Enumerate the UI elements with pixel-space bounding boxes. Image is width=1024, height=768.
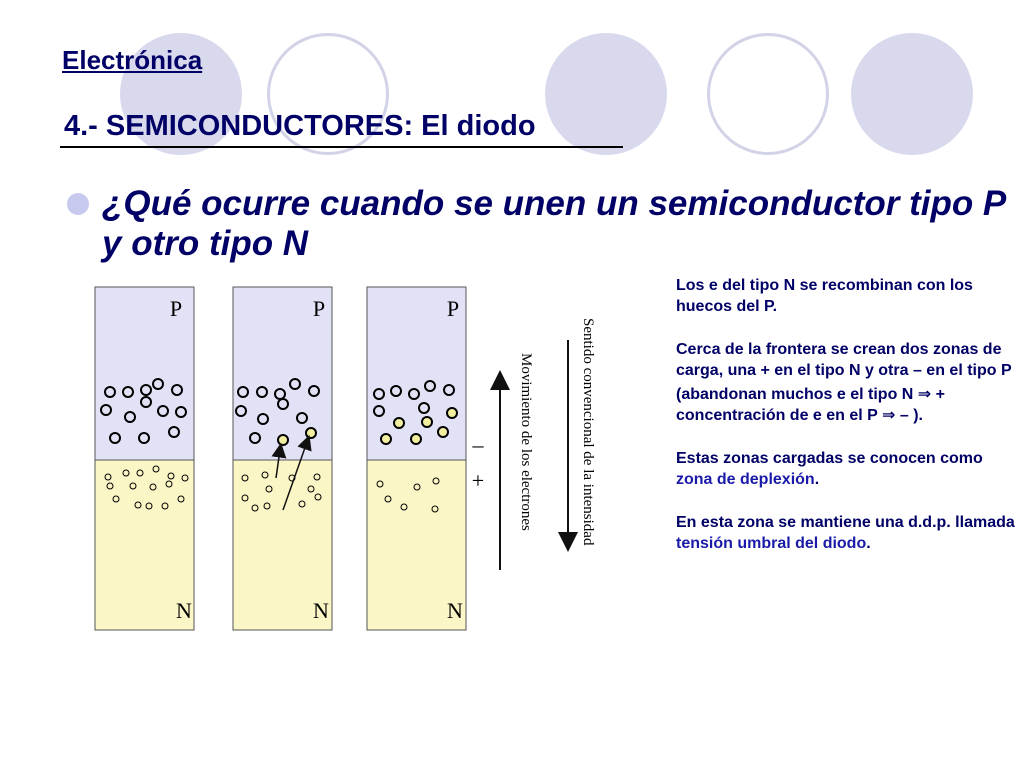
current-direction-label: Sentido convencional de la intensidad [580, 318, 596, 546]
notes-panel [676, 275, 1021, 554]
note-depletion-zone: Estas zonas cargadas se conocen como zona de deplexión. [676, 450, 983, 488]
note-charge-zones: Cerca de la frontera se crean dos zonas de carga, una + en el tipo N y otra – en el tipo P [676, 341, 1012, 379]
header-title: Electrónica [62, 45, 203, 75]
title-underline [60, 146, 623, 148]
panel-3-n-label: N [447, 598, 463, 623]
panel-2 [233, 287, 332, 630]
panel-3 [367, 287, 466, 630]
section-title: 4.- SEMICONDUCTORES: El diodo [64, 110, 536, 142]
pn-junction-diagram [90, 280, 630, 640]
panel-1-p-label: P [169, 296, 183, 321]
panel-2-p-label: P [312, 296, 326, 321]
depletion-zone-term: zona de deplexión [676, 471, 815, 488]
charge-plus-label: + [471, 468, 485, 493]
panel-1-n-label: N [176, 598, 192, 623]
panel-3-p-label: P [446, 296, 460, 321]
charge-minus-label: – [472, 432, 484, 457]
threshold-voltage-term: tensión umbral del diodo [676, 535, 867, 552]
decor-circle-5 [851, 33, 973, 155]
bullet-icon [67, 193, 89, 215]
note-concentration: (abandonan muchos e el tipo N ⇒ + concentración de e en el P ⇒ – ). [676, 386, 945, 424]
bullet-question: ¿Qué ocurre cuando se unen un semiconductor tipo P y otro tipo N [102, 184, 1005, 263]
panel-1 [95, 287, 194, 630]
note-recombination: Los e del tipo N se recombinan con los huecos del P. [676, 277, 973, 315]
note-threshold-voltage: En esta zona se mantiene una d.d.p. llamada tensión umbral del diodo. [676, 514, 1015, 552]
panel-2-n-label: N [313, 598, 329, 623]
decor-circle-4 [707, 33, 829, 155]
electron-movement-label: Movimiento de los electrones [518, 353, 534, 531]
decor-circle-3 [545, 33, 667, 155]
